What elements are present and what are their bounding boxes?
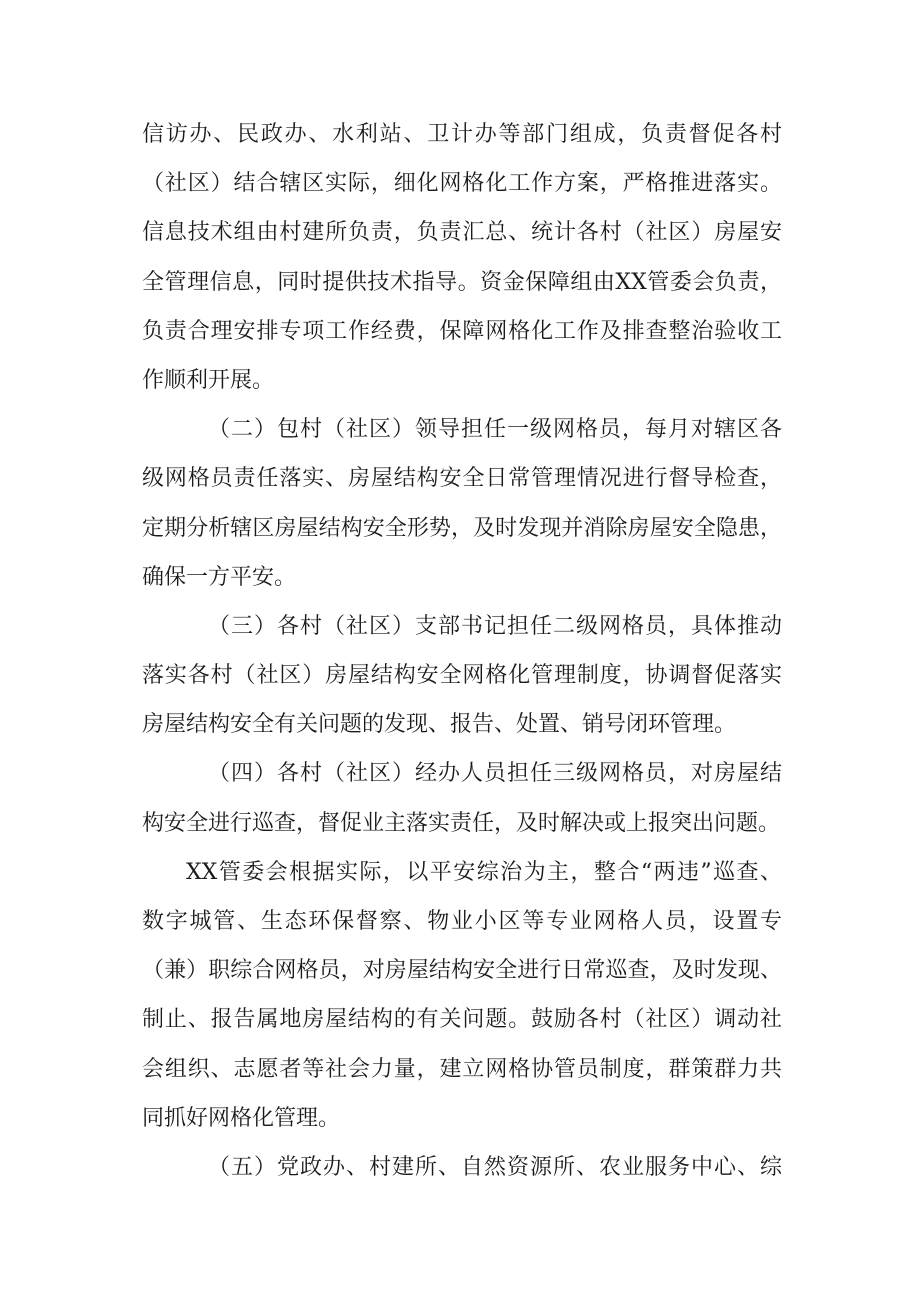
text-line: 制止、报告属地房屋结构的有关问题。鼓励各村（社区）调动社 bbox=[142, 1007, 782, 1033]
text-line: 全管理信息，同时提供技术指导。资金保障组由XX管委会负责， bbox=[142, 269, 782, 295]
paragraph-p2 bbox=[142, 405, 782, 602]
text-line: （五）党政办、村建所、自然资源所、农业服务中心、综 bbox=[208, 1154, 782, 1180]
paragraph-p3 bbox=[142, 602, 782, 750]
paragraph-p5 bbox=[142, 848, 782, 1143]
text-line: 房屋结构安全有关问题的发现、报告、处置、销号闭环管理。 bbox=[142, 712, 737, 738]
paragraph-p1 bbox=[142, 110, 782, 405]
text-line: （社区）结合辖区实际，细化网格化工作方案，严格推进落实。 bbox=[142, 171, 782, 197]
text-line: XX管委会根据实际，以平安综治为主，整合“两违”巡查、 bbox=[186, 859, 782, 885]
document-body bbox=[142, 110, 782, 1192]
text-line: 数字城管、生态环保督察、物业小区等专业网格人员，设置专 bbox=[142, 909, 782, 934]
text-line: 定期分析辖区房屋结构安全形势，及时发现并消除房屋安全隐患， bbox=[142, 515, 782, 541]
text-line: （兼）职综合网格员，对房屋结构安全进行日常巡查，及时发现、 bbox=[142, 958, 782, 984]
text-line: 确保一方平安。 bbox=[142, 564, 297, 590]
text-line: 会组织、志愿者等社会力量，建立网格协管员制度，群策群力共 bbox=[142, 1056, 782, 1082]
text-line: 落实各村（社区）房屋结构安全网格化管理制度，协调督促落实 bbox=[142, 663, 782, 689]
text-line: （二）包村（社区）领导担任一级网格员，每月对辖区各 bbox=[208, 417, 782, 443]
text-line: 同抓好网格化管理。 bbox=[142, 1105, 341, 1131]
text-line: 信息技术组由村建所负责，负责汇总、统计各村（社区）房屋安 bbox=[142, 220, 782, 246]
text-line: 构安全进行巡查，督促业主落实责任，及时解决或上报突出问题。 bbox=[142, 810, 781, 836]
text-line: （四）各村（社区）经办人员担任三级网格员，对房屋结 bbox=[208, 761, 782, 787]
paragraph-p6 bbox=[142, 1143, 782, 1192]
text-line: 作顺利开展。 bbox=[142, 367, 275, 393]
paragraph-p4 bbox=[142, 749, 782, 847]
text-line: 级网格员责任落实、房屋结构安全日常管理情况进行督导检查， bbox=[142, 466, 782, 492]
text-line: 信访办、民政办、水利站、卫计办等部门组成，负责督促各村 bbox=[142, 122, 782, 147]
text-line: （三）各村（社区）支部书记担任二级网格员，具体推动 bbox=[208, 613, 782, 639]
text-line: 负责合理安排专项工作经费，保障网格化工作及排查整治验收工 bbox=[142, 318, 782, 344]
